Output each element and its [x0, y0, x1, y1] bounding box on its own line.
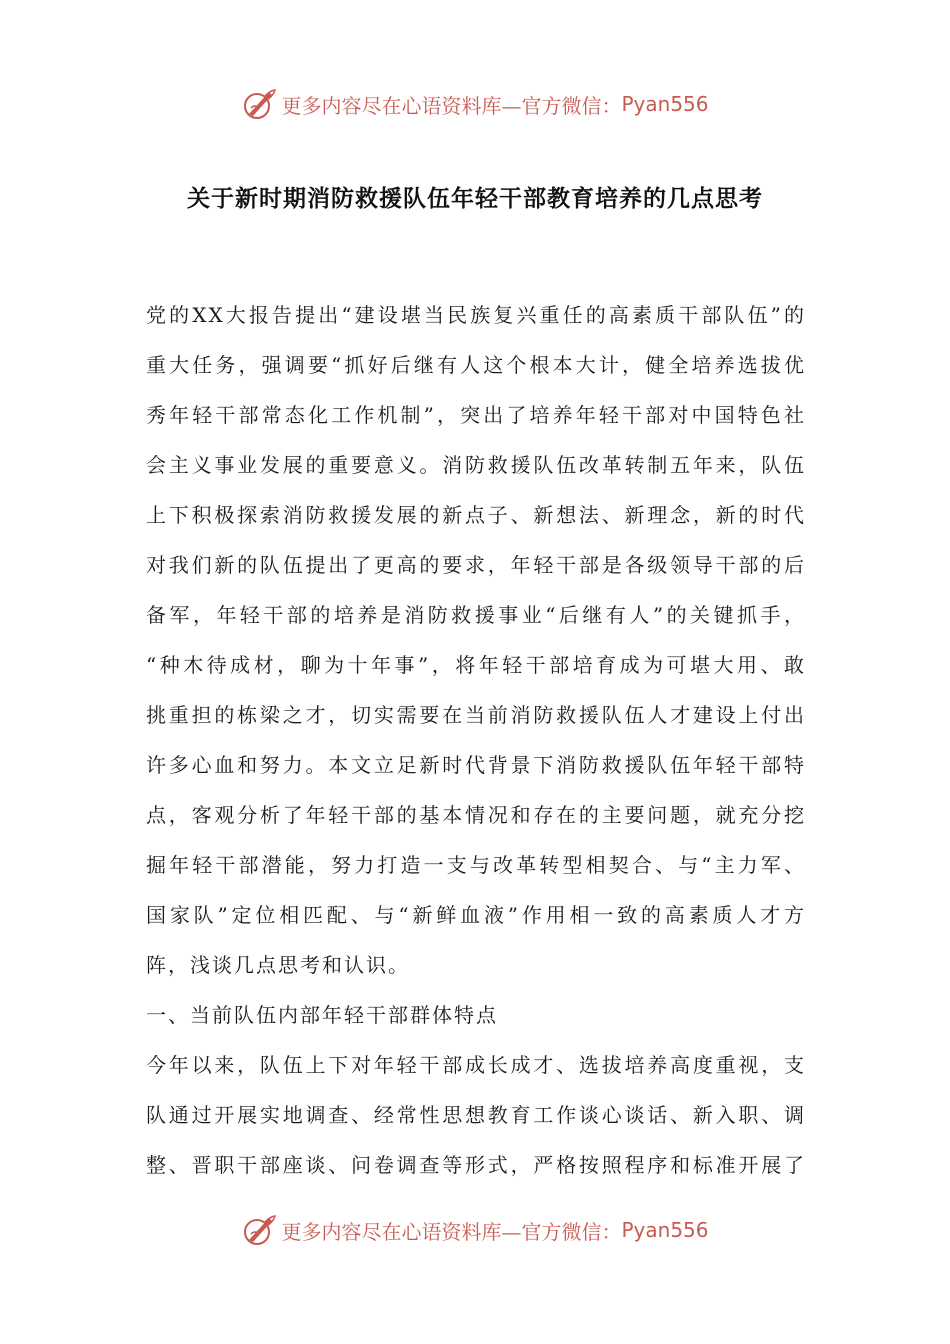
text-line: 掘年轻干部潜能，努力打造一支与改革转型相契合、与“主力军、: [146, 853, 806, 877]
text-line: 秀年轻干部常态化工作机制”，突出了培养年轻干部对中国特色社: [146, 403, 806, 427]
text-line: 党的XX大报告提出“建设堪当民族复兴重任的高素质干部队伍”的: [146, 303, 806, 327]
text-line: 许多心血和努力。本文立足新时代背景下消防救援队伍年轻干部特: [146, 753, 806, 777]
text-line: 重大任务，强调要“抓好后继有人这个根本大计，健全培养选拔优: [146, 353, 806, 377]
text-line: 对我们新的队伍提出了更高的要求，年轻干部是各级领导干部的后: [146, 553, 806, 577]
wechat-id: Pyan556: [621, 1218, 709, 1242]
text-line: “种木待成材，聊为十年事”，将年轻干部培育成为可堪大用、敢: [146, 653, 806, 677]
text-line: 今年以来，队伍上下对年轻干部成长成才、选拔培养高度重视，支: [146, 1053, 806, 1077]
promo-text: 更多内容尽在心语资料库—官方微信：: [281, 93, 622, 118]
section-heading: 一、当前队伍内部年轻干部群体特点: [146, 1003, 498, 1027]
quill-logo-icon: [241, 86, 277, 122]
wechat-id: Pyan556: [621, 92, 709, 116]
quill-logo-icon: [241, 1212, 277, 1248]
text-line: 整、晋职干部座谈、问卷调查等形式，严格按照程序和标准开展了: [146, 1153, 806, 1177]
promo-text: 更多内容尽在心语资料库—官方微信：: [281, 1219, 622, 1244]
text-line: 点，客观分析了年轻干部的基本情况和存在的主要问题，就充分挖: [146, 803, 806, 827]
watermark-banner-bottom: [0, 1210, 950, 1250]
watermark-banner-top: [0, 84, 950, 124]
text-line: 队通过开展实地调查、经常性思想教育工作谈心谈话、新入职、调: [146, 1103, 806, 1127]
document-title: 关于新时期消防救援队伍年轻干部教育培养的几点思考: [187, 186, 763, 212]
text-line: 挑重担的栋梁之才，切实需要在当前消防救援队伍人才建设上付出: [146, 703, 806, 727]
text-line: 国家队”定位相匹配、与“新鲜血液”作用相一致的高素质人才方: [146, 903, 806, 927]
text-line: 备军，年轻干部的培养是消防救援事业“后继有人”的关键抓手，: [146, 603, 806, 627]
text-line: 会主义事业发展的重要意义。消防救援队伍改革转制五年来，队伍: [146, 453, 806, 477]
text-line: 上下积极探索消防救援发展的新点子、新想法、新理念，新的时代: [146, 503, 806, 527]
text-line: 阵，浅谈几点思考和认识。: [146, 953, 410, 977]
document-body: [146, 290, 806, 1190]
